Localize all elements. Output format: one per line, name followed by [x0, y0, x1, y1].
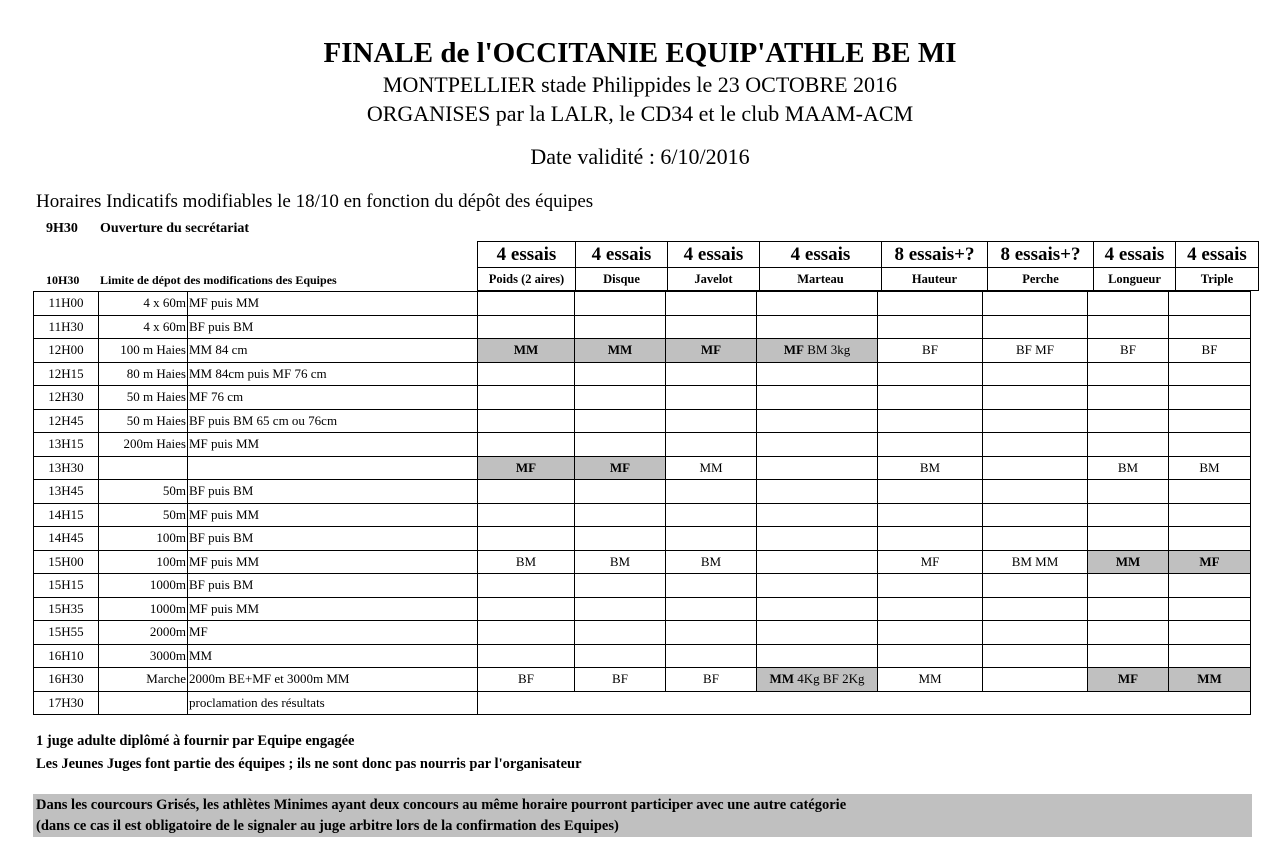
- venue-line: MONTPELLIER stade Philippides le 23 OCTOBRE 2016: [382, 72, 898, 97]
- event-cell: [478, 292, 575, 316]
- event-cell: [1088, 621, 1169, 645]
- event-cell: [1088, 480, 1169, 504]
- row-race: 100m: [99, 550, 188, 574]
- row-time: 15H00: [34, 550, 99, 574]
- event-cell: [575, 456, 666, 480]
- event-cell: [1169, 668, 1251, 692]
- row-race: 50 m Haies: [99, 386, 188, 410]
- event-cell: [1169, 550, 1251, 574]
- row-time: 12H45: [34, 409, 99, 433]
- row-race: [99, 691, 188, 715]
- row-categories: MF: [188, 621, 478, 645]
- event-cell: [1169, 574, 1251, 598]
- event-cell: [983, 292, 1088, 316]
- event-cell: [1088, 503, 1169, 527]
- event-cell: [1088, 409, 1169, 433]
- row-time: 16H10: [34, 644, 99, 668]
- event-cell: [1169, 644, 1251, 668]
- deadline-line: [46, 273, 337, 288]
- event-cell: [575, 621, 666, 645]
- row-race: 100m: [99, 527, 188, 551]
- event-cell: [1169, 597, 1251, 621]
- schedule-note: Horaires Indicatifs modifiables le 18/10 en fonction du dépôt des équipes: [36, 191, 594, 212]
- event-cell: [878, 621, 983, 645]
- tries-row: [478, 242, 1259, 268]
- row-categories: MM 84cm puis MF 76 cm: [188, 362, 478, 386]
- cell-category-bold: MM: [769, 671, 795, 687]
- event-cell: [1088, 644, 1169, 668]
- event-cell: [575, 292, 666, 316]
- event-cell: [757, 503, 878, 527]
- cell-category-bold: MM: [513, 342, 539, 358]
- event-cell: [478, 574, 575, 598]
- table-row: [34, 550, 1251, 574]
- event-cell: [1169, 480, 1251, 504]
- event-cell: [983, 574, 1088, 598]
- opening-label: Ouverture du secrétariat: [100, 221, 250, 236]
- event-name: Perche: [988, 268, 1094, 291]
- cell-category-rest: 4Kg BF 2Kg: [794, 671, 865, 687]
- event-cell: [878, 292, 983, 316]
- event-cell: BM MM: [983, 550, 1088, 574]
- cell-category-bold: MM: [1115, 553, 1141, 569]
- event-cell: [575, 409, 666, 433]
- event-cell: [757, 668, 878, 692]
- row-race: 80 m Haies: [99, 362, 188, 386]
- event-cell: BM: [1088, 456, 1169, 480]
- row-race: 4 x 60m: [99, 292, 188, 316]
- event-cell: [1088, 550, 1169, 574]
- event-name: Javelot: [668, 268, 760, 291]
- event-tries: 4 essais: [1176, 242, 1259, 268]
- event-cell: [983, 527, 1088, 551]
- row-time: 15H55: [34, 621, 99, 645]
- table-row: [34, 292, 1251, 316]
- row-categories: BF puis BM: [188, 527, 478, 551]
- event-cell: [666, 644, 757, 668]
- event-cell: [666, 433, 757, 457]
- event-names-row: [478, 268, 1259, 291]
- event-cell: [757, 409, 878, 433]
- row-race: Marche: [99, 668, 188, 692]
- event-cell: [478, 433, 575, 457]
- table-row: [34, 503, 1251, 527]
- cell-category-bold: MF: [700, 342, 722, 358]
- event-tries: 8 essais+?: [882, 242, 988, 268]
- event-cell: [757, 480, 878, 504]
- event-cell: [666, 339, 757, 363]
- event-cell: [1088, 362, 1169, 386]
- row-race: 3000m: [99, 644, 188, 668]
- event-cell: [1169, 527, 1251, 551]
- event-cell: [757, 644, 878, 668]
- event-cell: MM: [878, 668, 983, 692]
- event-tries: 4 essais: [576, 242, 668, 268]
- event-cell: [478, 386, 575, 410]
- event-cell: [575, 503, 666, 527]
- event-cell: [666, 480, 757, 504]
- table-row: [34, 668, 1251, 692]
- table-row: [34, 527, 1251, 551]
- event-cell: BF: [478, 668, 575, 692]
- event-cell: [757, 621, 878, 645]
- table-row: [34, 621, 1251, 645]
- row-categories: MF puis MM: [188, 550, 478, 574]
- event-cell: [1088, 597, 1169, 621]
- cell-category-bold: MM: [1197, 671, 1222, 687]
- event-cell: [1088, 315, 1169, 339]
- row-race: [99, 456, 188, 480]
- event-cell: [878, 503, 983, 527]
- row-categories: BF puis BM: [188, 574, 478, 598]
- event-cell: [666, 386, 757, 410]
- event-cell: [983, 315, 1088, 339]
- event-cell: BM: [1169, 456, 1251, 480]
- event-cell: [1088, 433, 1169, 457]
- event-cell: [878, 362, 983, 386]
- event-cell: [757, 456, 878, 480]
- event-cell: MM: [666, 456, 757, 480]
- event-cell: [575, 597, 666, 621]
- event-cell: [1169, 362, 1251, 386]
- event-cell: BM: [666, 550, 757, 574]
- event-name: Disque: [576, 268, 668, 291]
- young-judges-note: Les Jeunes Juges font partie des équipes ; ils ne sont donc pas nourris par l'organisateur: [36, 756, 582, 772]
- event-cell: [878, 480, 983, 504]
- row-categories: BF puis BM: [188, 315, 478, 339]
- event-cell: [983, 644, 1088, 668]
- judge-note: 1 juge adulte diplômé à fournir par Equipe engagée: [36, 733, 355, 749]
- event-cell: [666, 362, 757, 386]
- row-time: 11H30: [34, 315, 99, 339]
- event-cell: [478, 644, 575, 668]
- table-row: [34, 597, 1251, 621]
- row-time: 12H00: [34, 339, 99, 363]
- event-cell: BF: [1088, 339, 1169, 363]
- row-categories: 2000m BE+MF et 3000m MM: [188, 668, 478, 692]
- event-cell: [666, 621, 757, 645]
- event-cell: [666, 503, 757, 527]
- event-cell: [757, 362, 878, 386]
- event-cell: [666, 597, 757, 621]
- event-cell: [1169, 315, 1251, 339]
- event-name: Poids (2 aires): [478, 268, 576, 291]
- table-row: [34, 433, 1251, 457]
- event-cell: [983, 433, 1088, 457]
- event-cell: [575, 480, 666, 504]
- cell-category-bold: MF: [1117, 671, 1139, 687]
- event-cell: [757, 339, 878, 363]
- event-tries: 4 essais: [1094, 242, 1176, 268]
- merged-empty-cell: [478, 691, 1251, 715]
- validity-date: Date validité : 6/10/2016: [530, 144, 750, 169]
- event-cell: [575, 527, 666, 551]
- table-row: [34, 574, 1251, 598]
- event-cell: [878, 597, 983, 621]
- row-categories: MF puis MM: [188, 292, 478, 316]
- row-time: 16H30: [34, 668, 99, 692]
- row-race: 200m Haies: [99, 433, 188, 457]
- event-cell: [575, 362, 666, 386]
- event-cell: [983, 362, 1088, 386]
- row-time: 14H45: [34, 527, 99, 551]
- row-race: 100 m Haies: [99, 339, 188, 363]
- row-race: 50m: [99, 503, 188, 527]
- event-cell: [878, 527, 983, 551]
- event-cell: MF: [878, 550, 983, 574]
- event-cell: [983, 456, 1088, 480]
- event-cell: [757, 292, 878, 316]
- event-cell: [983, 503, 1088, 527]
- row-time: 15H15: [34, 574, 99, 598]
- event-cell: [1088, 527, 1169, 551]
- organizer-line: ORGANISES par la LALR, le CD34 et le club MAAM-ACM: [366, 101, 914, 126]
- events-header: [477, 241, 1259, 291]
- event-cell: [1169, 409, 1251, 433]
- row-race: 2000m: [99, 621, 188, 645]
- event-cell: [666, 527, 757, 551]
- event-cell: [757, 597, 878, 621]
- event-cell: [757, 574, 878, 598]
- event-tries: 4 essais: [478, 242, 576, 268]
- cell-category-bold: MF: [1199, 553, 1220, 569]
- event-cell: [757, 550, 878, 574]
- event-cell: [478, 597, 575, 621]
- event-cell: [478, 456, 575, 480]
- event-cell: BF: [575, 668, 666, 692]
- event-cell: BM: [878, 456, 983, 480]
- event-cell: [478, 362, 575, 386]
- deadline-label: Limite de dépot des modifications des Equipes: [100, 273, 337, 287]
- event-cell: [983, 597, 1088, 621]
- event-tries: 4 essais: [760, 242, 882, 268]
- event-cell: [983, 386, 1088, 410]
- row-time: 15H35: [34, 597, 99, 621]
- event-cell: [1169, 292, 1251, 316]
- event-cell: [878, 315, 983, 339]
- row-time: 14H15: [34, 503, 99, 527]
- event-cell: [878, 644, 983, 668]
- event-cell: [1169, 433, 1251, 457]
- event-cell: [478, 409, 575, 433]
- event-cell: [478, 621, 575, 645]
- cell-category-rest: BM 3kg: [803, 342, 851, 358]
- event-cell: [878, 409, 983, 433]
- table-row: [34, 386, 1251, 410]
- table-row: [34, 456, 1251, 480]
- event-cell: [478, 339, 575, 363]
- table-row: [34, 339, 1251, 363]
- event-name: Hauteur: [882, 268, 988, 291]
- event-cell: [1088, 386, 1169, 410]
- event-cell: [1169, 386, 1251, 410]
- event-tries: 8 essais+?: [988, 242, 1094, 268]
- event-cell: [575, 644, 666, 668]
- row-time: 13H15: [34, 433, 99, 457]
- event-tries: 4 essais: [668, 242, 760, 268]
- event-cell: [1169, 503, 1251, 527]
- event-cell: [878, 433, 983, 457]
- row-race: 1000m: [99, 574, 188, 598]
- event-cell: [1088, 668, 1169, 692]
- table-row: [34, 644, 1251, 668]
- event-cell: [757, 527, 878, 551]
- event-cell: [478, 315, 575, 339]
- opening-time: 9H30: [46, 221, 78, 236]
- row-categories: MF 76 cm: [188, 386, 478, 410]
- table-row: [34, 315, 1251, 339]
- row-time: 17H30: [34, 691, 99, 715]
- event-cell: [575, 574, 666, 598]
- event-cell: [983, 480, 1088, 504]
- cell-category-bold: MF: [609, 459, 631, 475]
- event-name: Longueur: [1094, 268, 1176, 291]
- event-cell: [666, 315, 757, 339]
- row-time: 11H00: [34, 292, 99, 316]
- row-race: 1000m: [99, 597, 188, 621]
- event-cell: [983, 409, 1088, 433]
- table-row: [34, 362, 1251, 386]
- row-categories: MM 84 cm: [188, 339, 478, 363]
- opening-line: [46, 221, 250, 237]
- schedule-table: [33, 291, 1251, 715]
- gray-note-line: (dans ce cas il est obligatoire de le signaler au juge arbitre lors de la confirmation des Equipes): [36, 818, 619, 834]
- event-cell: BM: [575, 550, 666, 574]
- event-cell: BF: [1169, 339, 1251, 363]
- table-row-final: [34, 691, 1251, 715]
- gray-competitions-note: [33, 794, 1252, 837]
- row-time: 13H45: [34, 480, 99, 504]
- event-cell: [478, 527, 575, 551]
- event-cell: [575, 433, 666, 457]
- event-cell: BF: [666, 668, 757, 692]
- event-cell: [666, 409, 757, 433]
- event-cell: [983, 668, 1088, 692]
- event-cell: BM: [478, 550, 575, 574]
- row-categories: BF puis BM 65 cm ou 76cm: [188, 409, 478, 433]
- event-cell: [575, 315, 666, 339]
- row-race: 50 m Haies: [99, 409, 188, 433]
- row-categories: MF puis MM: [188, 433, 478, 457]
- row-categories: proclamation des résultats: [188, 691, 478, 715]
- row-categories: MM: [188, 644, 478, 668]
- event-name: Triple: [1176, 268, 1259, 291]
- event-cell: [757, 386, 878, 410]
- cell-category-bold: MF: [783, 342, 804, 358]
- cell-category-bold: MM: [607, 342, 633, 358]
- event-cell: [878, 386, 983, 410]
- event-cell: BF MF: [983, 339, 1088, 363]
- event-cell: [666, 292, 757, 316]
- event-cell: [983, 621, 1088, 645]
- event-cell: [478, 503, 575, 527]
- table-row: [34, 480, 1251, 504]
- deadline-time: 10H30: [46, 273, 80, 287]
- event-cell: [1088, 574, 1169, 598]
- event-cell: BF: [878, 339, 983, 363]
- row-time: 13H30: [34, 456, 99, 480]
- cell-category-bold: MF: [515, 459, 537, 475]
- row-race: 4 x 60m: [99, 315, 188, 339]
- event-cell: [575, 386, 666, 410]
- event-cell: [1169, 621, 1251, 645]
- gray-note-line: Dans les courcours Grisés, les athlètes Minimes ayant deux concours au même horaire pourront participer avec une autre catégorie: [36, 797, 847, 813]
- event-cell: [1088, 292, 1169, 316]
- page-title: FINALE de l'OCCITANIE EQUIP'ATHLE BE MI: [323, 37, 957, 69]
- row-categories: BF puis BM: [188, 480, 478, 504]
- event-cell: [478, 480, 575, 504]
- row-race: 50m: [99, 480, 188, 504]
- event-cell: [666, 574, 757, 598]
- event-cell: [757, 315, 878, 339]
- row-categories: [188, 456, 478, 480]
- event-cell: [757, 433, 878, 457]
- table-row: [34, 409, 1251, 433]
- row-time: 12H30: [34, 386, 99, 410]
- row-categories: MF puis MM: [188, 503, 478, 527]
- event-name: Marteau: [760, 268, 882, 291]
- event-cell: [575, 339, 666, 363]
- row-time: 12H15: [34, 362, 99, 386]
- row-categories: MF puis MM: [188, 597, 478, 621]
- event-cell: [878, 574, 983, 598]
